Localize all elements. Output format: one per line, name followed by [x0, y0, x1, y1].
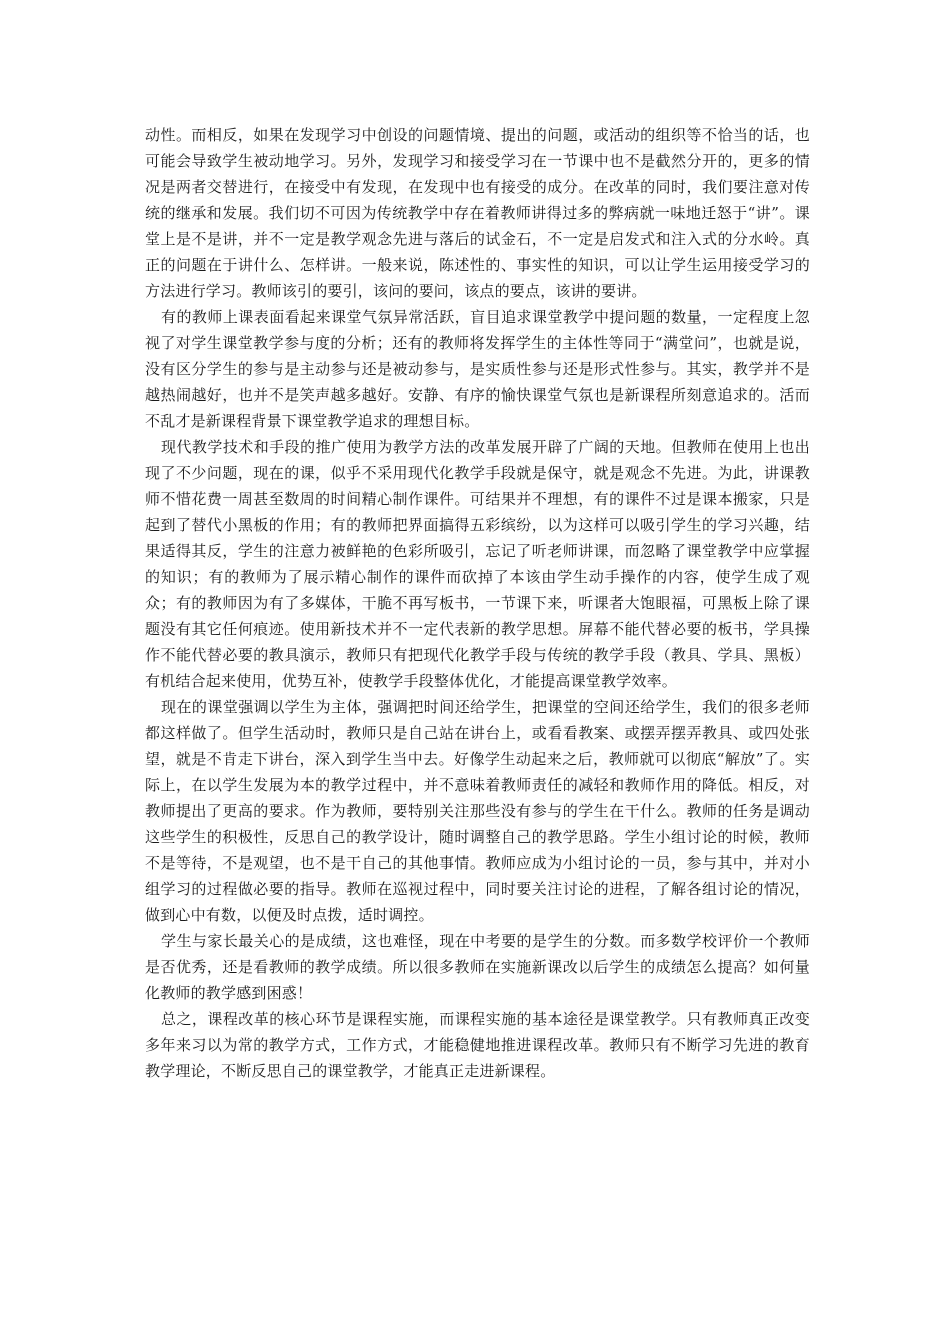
paragraph-6: 总之，课程改革的核心环节是课程实施，而课程实施的基本途径是课堂教学。只有教师真正改变多年来习以为常的教学方式，工作方式，才能稳健地推进课程改革。教师只有不断学习先进的教育教学理论，不断反思自己的课堂教学，才能真正走进新课程。	[145, 1010, 810, 1080]
paragraph-4: 现在的课堂强调以学生为主体，强调把时间还给学生，把课堂的空间还给学生，我们的很多老师都这样做了。但学生活动时，教师只是自己站在讲台上，或看看教案、或摆弄摆弄教具、或四处张望，就是不肯走下讲台，深入到学生当中去。好像学生动起来之后，教师就可以彻底“解放”了。实际上，在以学生发展为本的教学过程中，并不意味着教师责任的减轻和教师作用的降低。相反，对教师提出了更高的要求。作为教师，要特别关注那些没有参与的学生在干什么。教师的任务是调动这些学生的积极性，反思自己的教学设计，随时调整自己的教学思路。学生小组讨论的时候，教师不是等待，不是观望，也不是干自己的其他事情。教师应成为小组讨论的一员，参与其中，并对小组学习的过程做必要的指导。教师在巡视过程中，同时要关注讨论的进程，了解各组讨论的情况，做到心中有数，以便及时点拨，适时调控。	[145, 698, 810, 924]
paragraph-2: 有的教师上课表面看起来课堂气氛异常活跃，盲目追求课堂教学中提问题的数量，一定程度上忽视了对学生课堂教学参与度的分析；还有的教师将发挥学生的主体性等同于“满堂问”，也就是说，没有区分学生的参与是主动参与还是被动参与，是实质性参与还是形式性参与。其实，教学并不是越热闹越好，也并不是笑声越多越好。安静、有序的愉快课堂气氛也是新课程所刻意追求的。活而不乱才是新课程背景下课堂教学追求的理想目标。	[145, 308, 810, 430]
paragraph-1: 动性。而相反，如果在发现学习中创设的问题情境、提出的问题，或活动的组织等不恰当的话，也可能会导致学生被动地学习。另外，发现学习和接受学习在一节课中也不是截然分开的，更多的情况是两者交替进行，在接受中有发现，在发现中也有接受的成分。在改革的同时，我们要注意对传统的继承和发展。我们切不可因为传统教学中存在着教师讲得过多的弊病就一味地迁怒于“讲”。课堂上是不是讲，并不一定是教学观念先进与落后的试金石，不一定是启发式和注入式的分水岭。真正的问题在于讲什么、怎样讲。一般来说，陈述性的、事实性的知识，可以让学生运用接受学习的方法进行学习。教师该引的要引，该问的要问，该点的要点，该讲的要讲。	[145, 126, 810, 300]
paragraph-5: 学生与家长最关心的是成绩，这也难怪，现在中考要的是学生的分数。而多数学校评价一个教师是否优秀，还是看教师的教学成绩。所以很多教师在实施新课改以后学生的成绩怎么提高？如何量化教师的教学感到困惑！	[145, 932, 810, 1002]
paragraph-3: 现代教学技术和手段的推广使用为教学方法的改革发展开辟了广阔的天地。但教师在使用上也出现了不少问题，现在的课，似乎不采用现代化教学手段就是保守，就是观念不先进。为此，讲课教师不惜花费一周甚至数周的时间精心制作课件。可结果并不理想，有的课件不过是课本搬家，只是起到了替代小黑板的作用；有的教师把界面搞得五彩缤纷，以为这样可以吸引学生的学习兴趣，结果适得其反，学生的注意力被鲜艳的色彩所吸引，忘记了听老师讲课，而忽略了课堂教学中应掌握的知识；有的教师为了展示精心制作的课件而砍掉了本该由学生动手操作的内容，使学生成了观众；有的教师因为有了多媒体，干脆不再写板书，一节课下来，听课者大饱眼福，可黑板上除了课题没有其它任何痕迹。使用新技术并不一定代表新的教学思想。屏幕不能代替必要的板书，学具操作不能代替必要的教具演示，教师只有把现代化教学手段与传统的教学手段（教具、学具、黑板）有机结合起来使用，优势互补，使教学手段整体优化，才能提高课堂教学效率。	[145, 438, 810, 690]
document-body	[145, 122, 810, 1084]
